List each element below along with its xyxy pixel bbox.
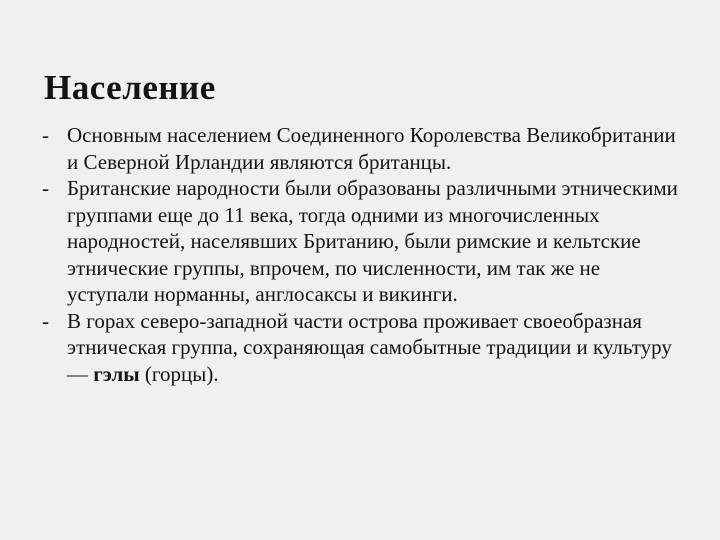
bullet-marker: - bbox=[42, 176, 49, 200]
bullet-marker: - bbox=[42, 308, 49, 333]
bullet-text: Британские народности были образованы различными этническими группами еще до 11 века, тогда одними из многочисленных народностей, населявших Британию, были римские и кельтские этнические группы, впрочем, по численности, им так же не уступали норманны, англосаксы и викинги. bbox=[67, 176, 678, 306]
bullet-item-origins bbox=[42, 175, 682, 308]
bullet-marker: - bbox=[42, 123, 49, 147]
bullet-item-gaels bbox=[42, 308, 682, 388]
bullet-text-bold-term: гэлы bbox=[93, 361, 140, 386]
bullet-list bbox=[42, 122, 682, 387]
bullet-text-after: (горцы). bbox=[139, 361, 219, 386]
bullet-item-population bbox=[42, 122, 682, 175]
bullet-text-before: В горах северо-западной части острова проживает своеобразная этническая группа, сохраняющая самобытные традиции и культуру — bbox=[67, 308, 672, 386]
bullet-text: Основным населением Соединенного Королевства Великобритании и Северной Ирландии являются британцы. bbox=[67, 123, 676, 174]
bullet-text bbox=[67, 308, 682, 388]
slide-title: Население bbox=[44, 68, 216, 107]
